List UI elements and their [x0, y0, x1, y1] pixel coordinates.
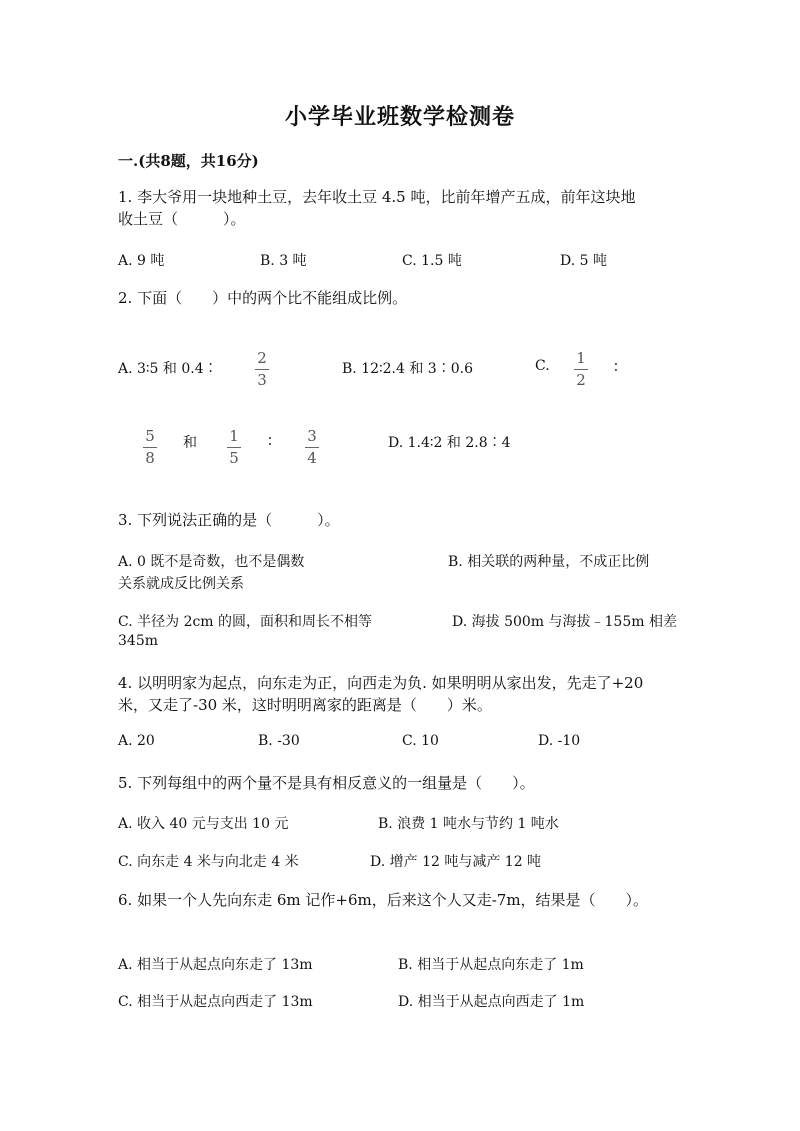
question-6-option-b: B. 相当于从起点向东走了 1m	[398, 957, 584, 973]
question-6-option-a: A. 相当于从起点向东走了 13m	[118, 957, 313, 973]
question-3-option-b-line-1: B. 相关联的两种量，不成正比例	[448, 554, 650, 570]
question-4-line-1: 4. 以明明家为起点，向东走为正，向西走为负. 如果明明从家出发，先走了+20	[118, 674, 644, 692]
page-title: 小学毕业班数学检测卷	[284, 104, 515, 130]
question-2-fraction-c2	[143, 428, 157, 466]
fraction-numerator: 5	[145, 427, 155, 445]
question-4-option-c: C. 10	[402, 733, 439, 749]
question-5-option-b: B. 浪费 1 吨水与节约 1 吨水	[378, 816, 559, 832]
question-3-option-d-line-2: 345m	[118, 633, 158, 649]
question-4-line-2: 米，又走了-30 米，这时明明离家的距离是（ ）米。	[118, 696, 492, 714]
fraction-numerator: 3	[307, 427, 317, 445]
question-1-option-d: D. 5 吨	[560, 253, 607, 269]
question-1-option-a: A. 9 吨	[118, 253, 165, 269]
question-2-fraction-a	[255, 350, 269, 388]
question-2-option-b: B. 12∶2.4 和 3∶0.6	[342, 361, 473, 377]
question-2-fraction-c4	[305, 428, 319, 466]
ratio-colon: ∶	[614, 358, 618, 376]
question-3-option-d-line-1: D. 海拔 500m 与海拔﹣155m 相差	[452, 614, 677, 630]
fraction-numerator: 1	[576, 349, 586, 367]
question-2-option-c-prefix: C.	[535, 358, 550, 374]
ratio-colon: ∶	[268, 432, 272, 450]
fraction-denominator: 4	[307, 449, 317, 467]
question-2-text: 2. 下面（ ）中的两个比不能组成比例。	[118, 289, 408, 307]
fraction-denominator: 8	[145, 449, 155, 467]
question-1-line-1: 1. 李大爷用一块地种土豆，去年收土豆 4.5 吨，比前年增产五成，前年这块地	[118, 188, 636, 206]
question-5-text: 5. 下列每组中的两个量不是具有相反意义的一组量是（ ）。	[118, 774, 535, 792]
question-5-option-d: D. 增产 12 吨与减产 12 吨	[370, 854, 542, 870]
fraction-bar	[143, 447, 157, 448]
section-header: 一.(共8题，共16分)	[118, 152, 259, 170]
fraction-denominator: 3	[257, 371, 267, 389]
fraction-bar	[255, 369, 269, 370]
question-6-text: 6. 如果一个人先向东走 6m 记作+6m，后来这个人又走-7m，结果是（ ）。	[118, 891, 649, 909]
question-2-option-a-prefix: A. 3∶5 和 0.4∶	[118, 361, 218, 377]
question-3-option-c: C. 半径为 2cm 的圆，面积和周长不相等	[118, 614, 373, 630]
question-1-option-c: C. 1.5 吨	[402, 253, 462, 269]
question-1-option-b: B. 3 吨	[260, 253, 307, 269]
question-4-option-d: D. -10	[538, 733, 581, 749]
question-3-option-a: A. 0 既不是奇数，也不是偶数	[118, 554, 305, 570]
question-4-option-a: A. 20	[118, 733, 155, 749]
fraction-bar	[305, 447, 319, 448]
question-5-option-a: A. 收入 40 元与支出 10 元	[118, 816, 289, 832]
question-2-option-d: D. 1.4∶2 和 2.8∶4	[388, 435, 511, 451]
fraction-denominator: 5	[229, 449, 239, 467]
fraction-numerator: 1	[229, 427, 239, 445]
question-2-and-word: 和	[183, 435, 197, 451]
question-2-fraction-c1	[574, 350, 588, 388]
question-6-option-c: C. 相当于从起点向西走了 13m	[118, 994, 313, 1010]
question-5-option-c: C. 向东走 4 米与向北走 4 米	[118, 854, 299, 870]
fraction-bar	[574, 369, 588, 370]
question-6-option-d: D. 相当于从起点向西走了 1m	[398, 994, 585, 1010]
fraction-numerator: 2	[257, 349, 267, 367]
fraction-bar	[227, 447, 241, 448]
question-1-line-2: 收土豆（ ）。	[118, 210, 246, 228]
question-3-text: 3. 下列说法正确的是（ ）。	[118, 511, 340, 529]
fraction-denominator: 2	[576, 371, 586, 389]
question-3-option-b-line-2: 关系就成反比例关系	[118, 576, 244, 592]
question-2-fraction-c3	[227, 428, 241, 466]
question-4-option-b: B. -30	[258, 733, 300, 749]
